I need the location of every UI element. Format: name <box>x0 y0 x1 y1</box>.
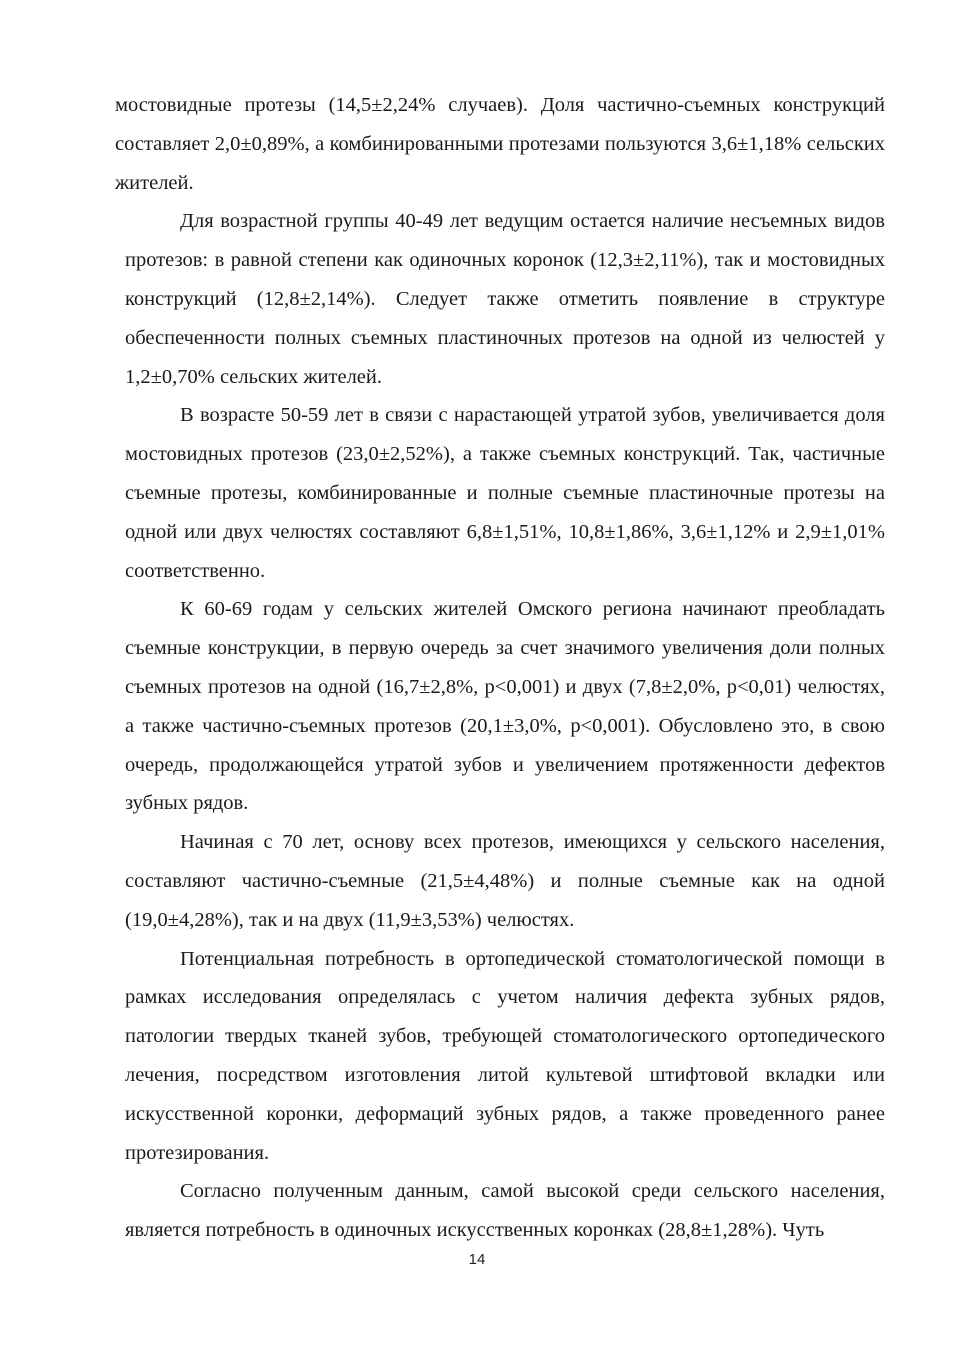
paragraph-2: Для возрастной группы 40-49 лет ведущим остается наличие несъемных видов протезов: в равной степени как одиночных коронок (12,3±2,11%), так и мостовидных конструкций (12,8±2,14%). Следует также отметить появление в структуре обеспеченности полных съемных пластиночных протезов на одной из челюстей у 1,2±0,70% сельских жителей. <box>125 210 885 388</box>
paragraph-5: Начиная с 70 лет, основу всех протезов, имеющихся у сельского населения, составляют частично-съемные (21,5±4,48%) и полные съемные как на одной (19,0±4,28%), так и на двух (11,9±3,53%) челюстях. <box>125 831 885 931</box>
paragraph-1: мостовидные протезы (14,5±2,24% случаев). Доля частично-съемных конструкций составляет 2,0±0,89%, а комбинированными протезами пользуются 3,6±1,18% сельских жителей. <box>115 94 885 194</box>
paragraph-7: Согласно полученным данным, самой высокой среди сельского населения, является потребность в одиночных искусственных коронках (28,8±1,28%). Чуть <box>125 1180 885 1242</box>
page-number: 14 <box>468 1251 486 1268</box>
paragraph-6: Потенциальная потребность в ортопедической стоматологической помощи в рамках исследования определялась с учетом наличия дефекта зубных рядов, патологии твердых тканей зубов, требующей стоматологического ортопедического лечения, посредством изготовления литой культевой штифтовой вкладки или искусственной коронки, деформаций зубных рядов, а также проведенного ранее протезирования. <box>125 947 885 1164</box>
body-text <box>115 86 885 1250</box>
paragraph-4: К 60-69 годам у сельских жителей Омского региона начинают преобладать съемные конструкции, в первую очередь за счет значимого увеличения доли полных съемных протезов на одной (16,7±2,8%, p<0,001) и двух (7,8±2,0%, p<0,01) челюстях, а также частично-съемных протезов (20,1±3,0%, p<0,001). Обусловлено это, в свою очередь, продолжающейся утратой зубов и увеличением протяженности дефектов зубных рядов. <box>125 598 885 815</box>
paragraph-3: В возрасте 50-59 лет в связи с нарастающей утратой зубов, увеличивается доля мостовидных протезов (23,0±2,52%), а также съемных конструкций. Так, частичные съемные протезы, комбинированные и полные съемные пластиночные протезы на одной или двух челюстях составляют 6,8±1,51%, 10,8±1,86%, 3,6±1,12% и 2,9±1,01% соответственно. <box>125 404 885 582</box>
